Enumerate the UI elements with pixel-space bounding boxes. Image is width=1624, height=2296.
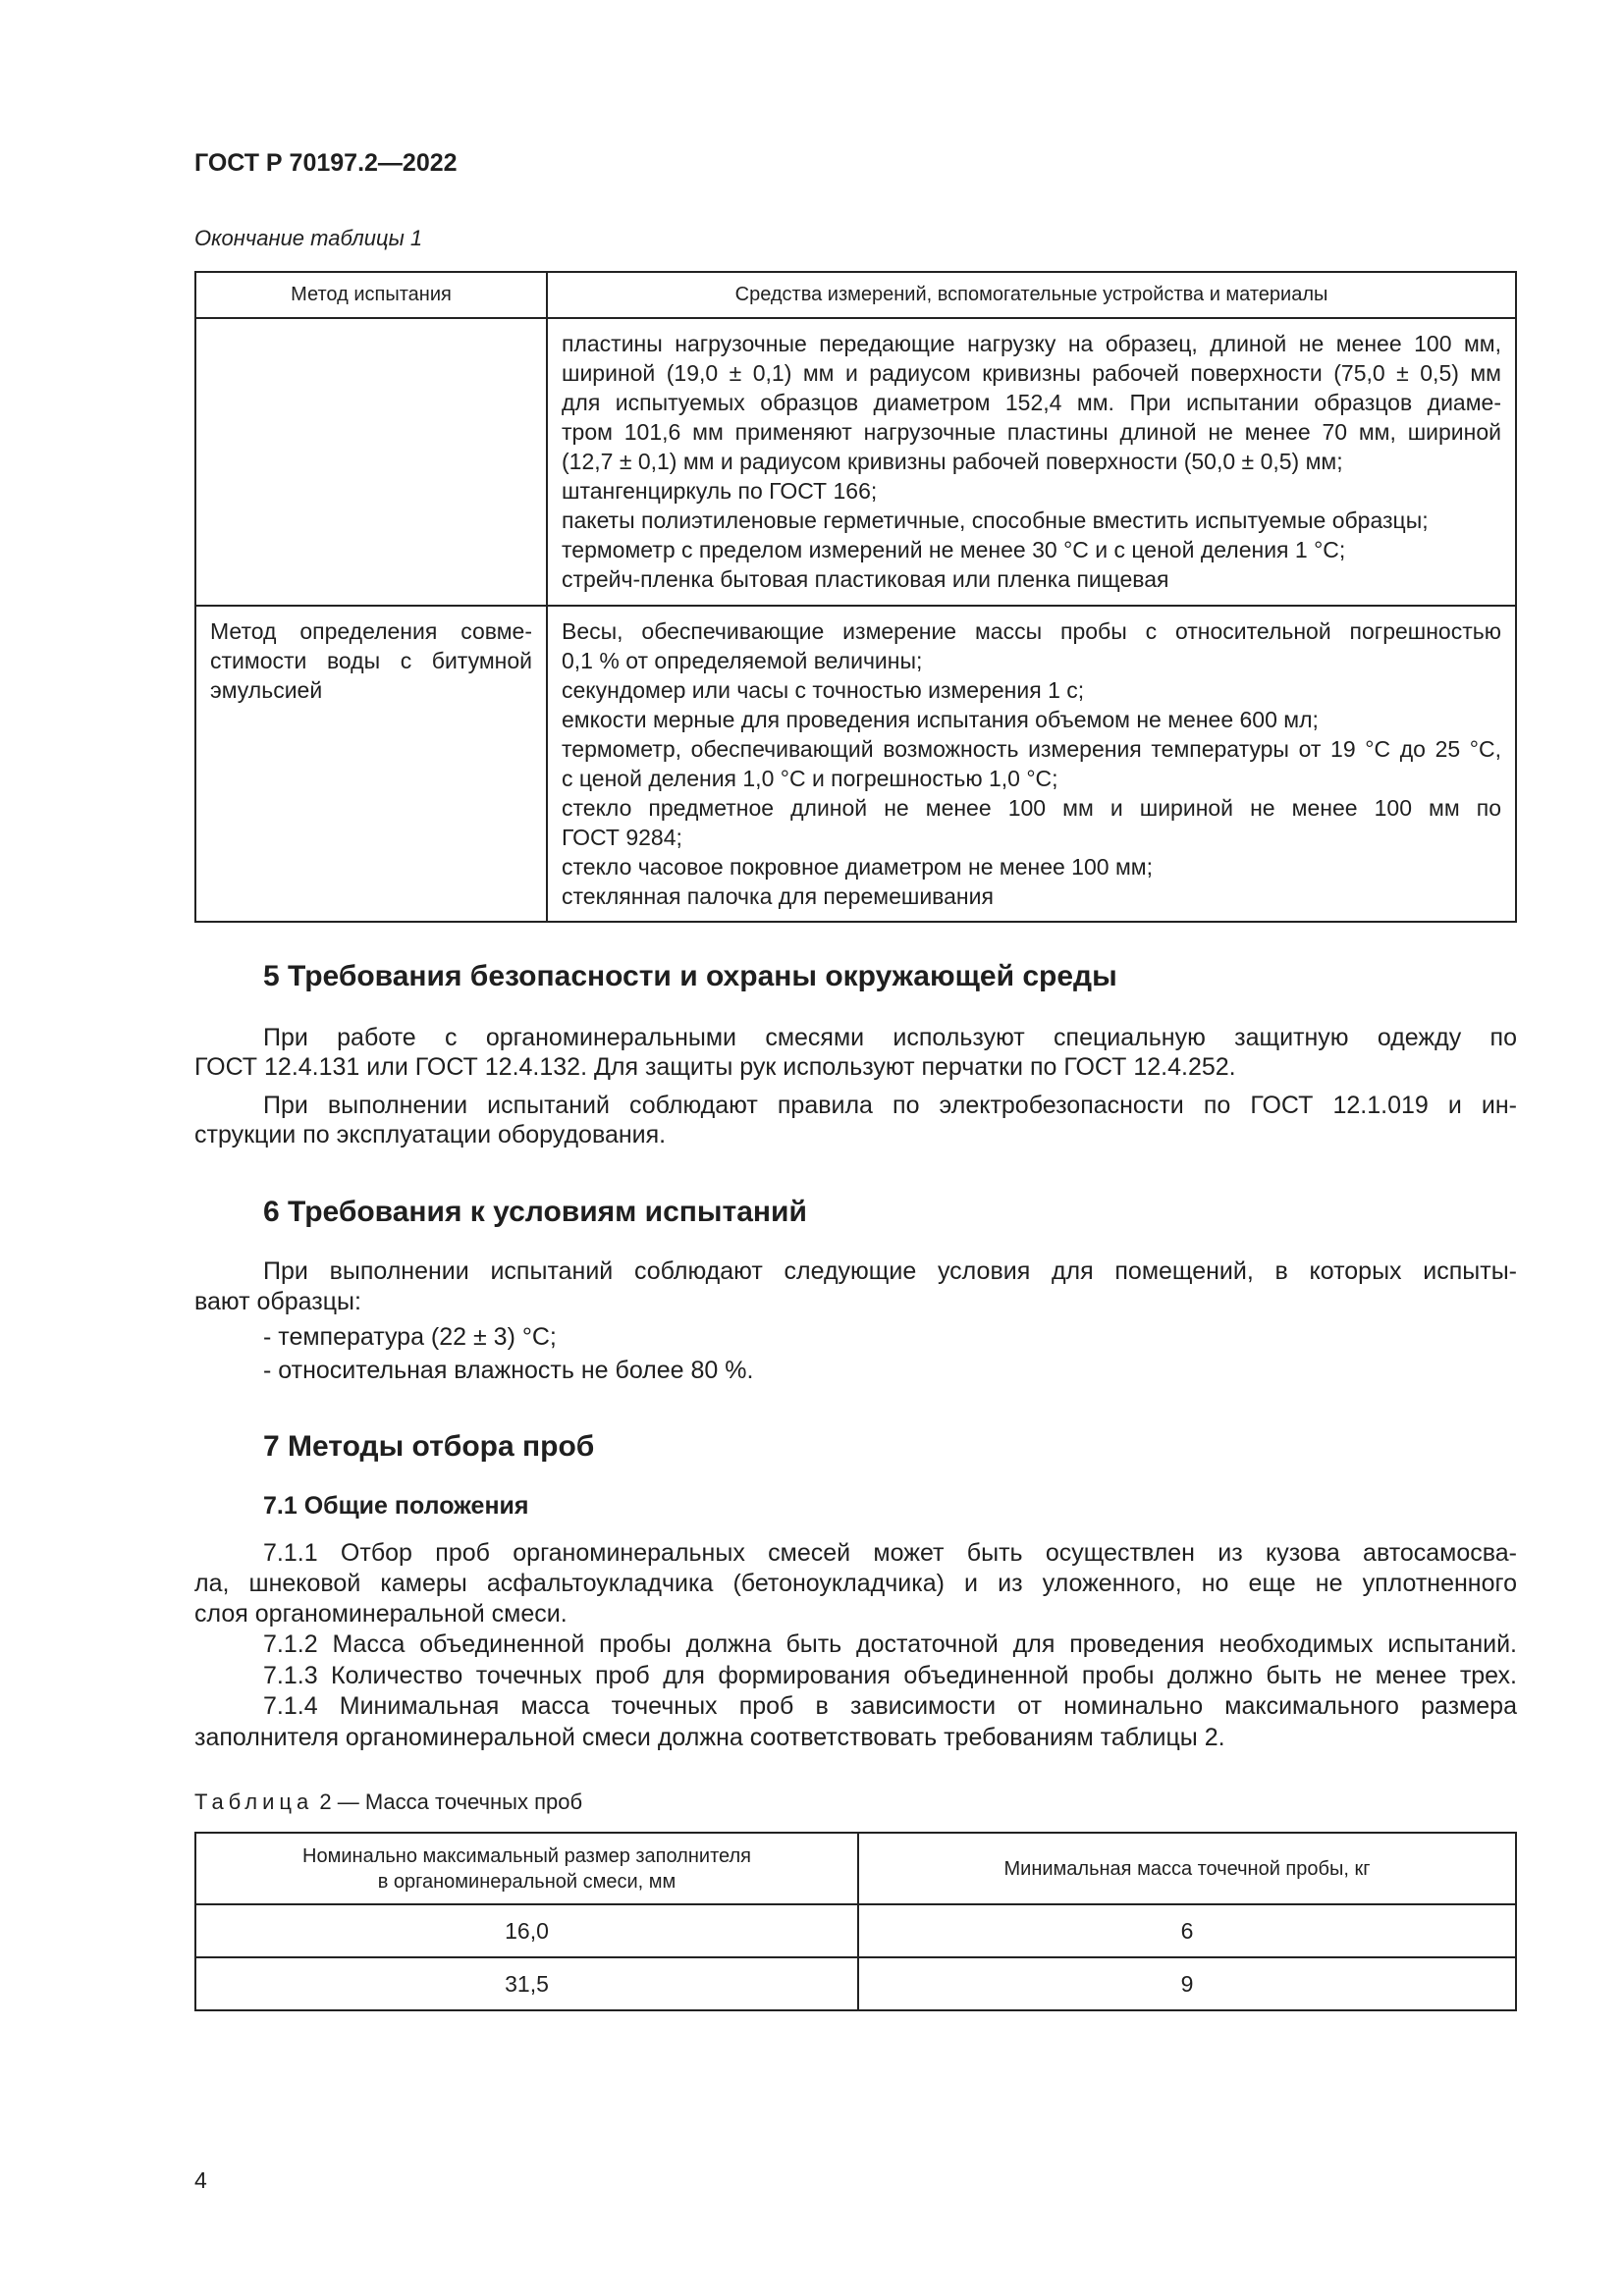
section-5-paragraph-2-line-1: При выполнении испытаний соблюдают правила по электробезопасности по ГОСТ 12.1.019 и ин- [263,1092,1517,1119]
cell-line: секундомер или часы с точностью измерения 1 с; [562,677,1085,703]
cell-line: емкости мерные для проведения испытания объемом не менее 600 мл; [562,707,1319,732]
cell-line: Метод определения совме- [210,618,532,644]
table-row [195,1904,1516,1957]
table-1-means-cell [547,318,1516,606]
clause-7-1-1-line-3: слоя органоминеральной смеси. [194,1600,568,1628]
clause-7-1-1-line-1: 7.1.1 Отбор проб органоминеральных смесей может быть осуществлен из кузова автосамосва- [263,1539,1517,1567]
cell-line: эмульсией [210,677,323,703]
table-2-caption [194,1789,582,1815]
section-6-title: 6 Требования к условиям испытаний [263,1196,807,1228]
cell-line: шириной (19,0 ± 0,1) мм и радиусом кривизны рабочей поверхности (75,0 ± 0,5) мм [562,360,1501,386]
section-6-paragraph-line-2: вают образцы: [194,1288,361,1315]
table-2-mass-cell: 6 [858,1904,1516,1957]
header-line: Номинально максимальный размер заполнителя [302,1844,751,1867]
subsection-7-1-title: 7.1 Общие положения [263,1492,529,1520]
clause-7-1-4-line-2: заполнителя органоминеральной смеси должна соответствовать требованиям таблицы 2. [194,1724,1225,1751]
section-5-paragraph-1-line-1: При работе с органоминеральными смесями используют специальную защитную одежду по [263,1024,1517,1051]
cell-line: 0,1 % от определяемой величины; [562,648,923,673]
table-row [195,318,1516,606]
clause-7-1-4-line-1: 7.1.4 Минимальная масса точечных проб в зависимости от номинально максимального размера [263,1692,1517,1720]
page-number: 4 [194,2167,207,2193]
section-5-paragraph-1-line-2: ГОСТ 12.4.131 или ГОСТ 12.4.132. Для защиты рук используют перчатки по ГОСТ 12.4.252. [194,1053,1236,1081]
cell-line: пластины нагрузочные передающие нагрузку на образец, длиной не менее 100 мм, [562,331,1501,356]
table-1-means-cell [547,606,1516,922]
section-5-title: 5 Требования безопасности и охраны окружающей среды [263,960,1117,992]
cell-line: с ценой деления 1,0 °С и погрешностью 1,0 °С; [562,766,1058,791]
cell-line: стимости воды с битумной [210,648,532,673]
table-2-caption-word: Таблица [194,1789,314,1814]
table-1-method-cell [195,606,547,922]
table-continuation-note: Окончание таблицы 1 [194,226,423,250]
section-5-paragraph-2-line-2: струкции по эксплуатации оборудования. [194,1121,667,1148]
table-row [195,1957,1516,2010]
section-6-list-item: - относительная влажность не более 80 %. [263,1357,754,1384]
table-2-mass-cell: 9 [858,1957,1516,2010]
table-2-size-cell: 16,0 [195,1904,858,1957]
table-1-method-cell [195,318,547,606]
table-1 [194,271,1517,923]
header-line: в органоминеральной смеси, мм [377,1870,677,1893]
cell-line: термометр, обеспечивающий возможность измерения температуры от 19 °С до 25 °С, [562,736,1501,762]
table-2-header-size [195,1833,858,1904]
cell-line: стеклянная палочка для перемешивания [562,883,994,909]
cell-line: для испытуемых образцов диаметром 152,4 мм. При испытании образцов диаме- [562,390,1501,415]
cell-line: Весы, обеспечивающие измерение массы пробы с относительной погрешностью [562,618,1501,644]
table-1-header-means: Средства измерений, вспомогательные устройства и материалы [547,272,1516,318]
cell-line: пакеты полиэтиленовые герметичные, способные вместить испытуемые образцы; [562,507,1429,533]
document-id: ГОСТ Р 70197.2—2022 [194,149,458,177]
cell-line: тром 101,6 мм применяют нагрузочные пластины длиной не менее 70 мм, шириной [562,419,1501,445]
table-2-header-row [195,1833,1516,1904]
cell-line: термометр с пределом измерений не менее 30 °С и с ценой деления 1 °С; [562,537,1346,562]
cell-line: ГОСТ 9284; [562,825,682,850]
cell-line: стекло часовое покровное диаметром не менее 100 мм; [562,854,1153,880]
table-row [195,606,1516,922]
clause-7-1-3: 7.1.3 Количество точечных проб для формирования объединенной пробы должно быть не менее трех. [263,1662,1517,1689]
table-2 [194,1832,1517,2011]
table-2-size-cell: 31,5 [195,1957,858,2010]
cell-line: стрейч-пленка бытовая пластиковая или пленка пищевая [562,566,1169,592]
table-1-header-row [195,272,1516,318]
cell-line: (12,7 ± 0,1) мм и радиусом кривизны рабочей поверхности (50,0 ± 0,5) мм; [562,449,1343,474]
clause-7-1-2: 7.1.2 Масса объединенной пробы должна быть достаточной для проведения необходимых испытаний. [263,1630,1517,1658]
section-6-paragraph-line-1: При выполнении испытаний соблюдают следующие условия для помещений, в которых испыты- [263,1257,1517,1285]
table-1-header-method: Метод испытания [195,272,547,318]
clause-7-1-1-line-2: ла, шнековой камеры асфальтоукладчика (бетоноукладчика) и из уложенного, но еще не уплотненного [194,1570,1517,1597]
cell-line: стекло предметное длиной не менее 100 мм и шириной не менее 100 мм по [562,795,1501,821]
table-2-header-mass: Минимальная масса точечной пробы, кг [858,1833,1516,1904]
cell-line: штангенциркуль по ГОСТ 166; [562,478,878,504]
section-7-title: 7 Методы отбора проб [263,1430,595,1463]
section-6-list-item: - температура (22 ± 3) °С; [263,1323,557,1351]
table-2-caption-text: 2 — Масса точечных проб [313,1789,583,1814]
